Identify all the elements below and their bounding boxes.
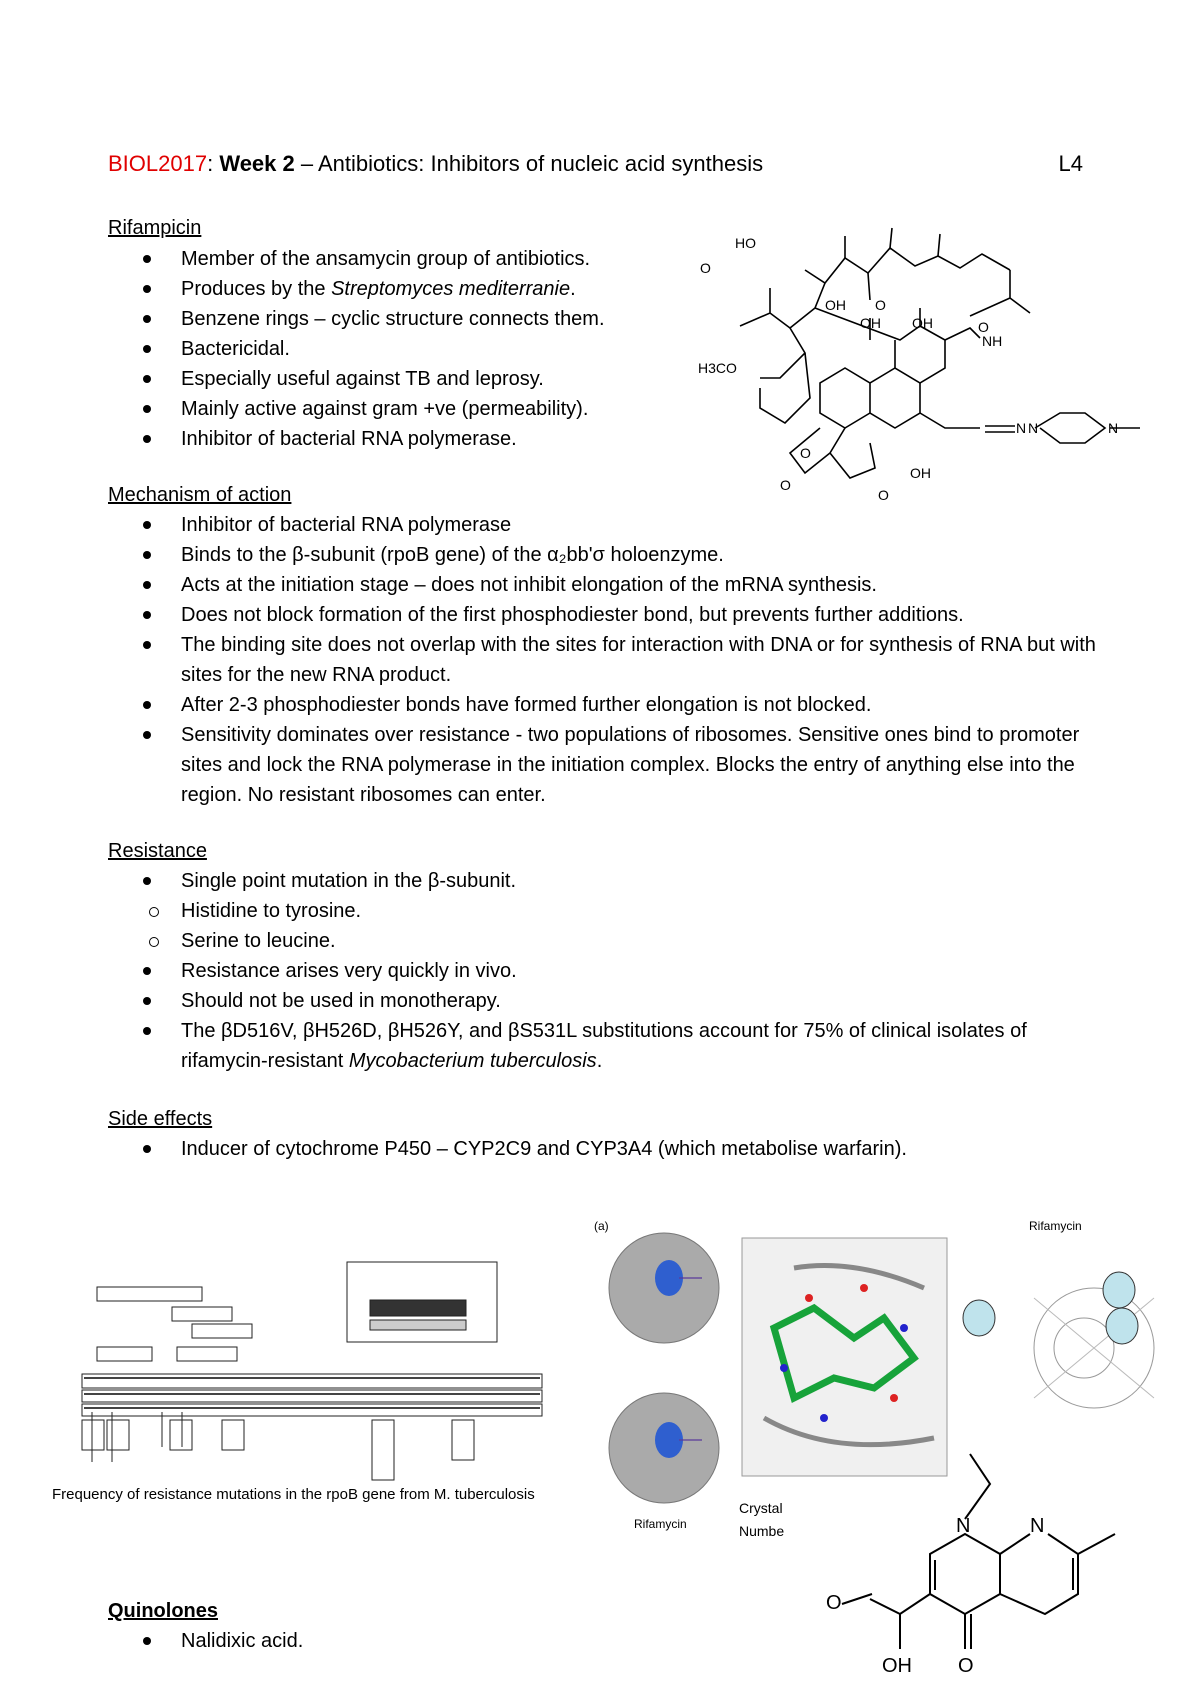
bullet-icon (143, 967, 151, 975)
atom-o-label: O (878, 487, 889, 503)
rifamycin-label: Rifamycin (634, 1517, 687, 1531)
bullet-icon (143, 731, 151, 739)
list-item: Inhibitor of bacterial RNA polymerase (181, 510, 1101, 540)
atom-oh-label: OH (825, 297, 846, 313)
sub-list-item: Histidine to tyrosine. (109, 896, 1101, 926)
resistance-sublist (109, 896, 1101, 956)
hollow-bullet-icon (149, 907, 159, 917)
list-item: Member of the ansamycin group of antibiotics. (181, 244, 701, 274)
list-item: Nalidixic acid. (181, 1626, 681, 1656)
rifampicin-list (181, 244, 701, 454)
atom-o-label: O (780, 477, 791, 493)
atom-oh-label: OH (912, 315, 933, 331)
bullet-icon (143, 1637, 151, 1645)
list-item: Resistance arises very quickly in vivo. (181, 956, 1101, 986)
bullet-icon (143, 315, 151, 323)
atom-n-label: N (1028, 420, 1039, 436)
atom-oh-label: OH (882, 1655, 912, 1677)
list-item: Benzene rings – cyclic structure connects them. (181, 304, 701, 334)
list-item: Does not block formation of the first phosphodiester bond, but prevents further additions. (181, 600, 1101, 630)
side-effects-heading: Side effects (108, 1108, 213, 1130)
quinolones-list (181, 1626, 681, 1656)
atom-o-label: O (978, 319, 989, 335)
bullet-icon (143, 641, 151, 649)
list-item: Sensitivity dominates over resistance - two populations of ribosomes. Sensitive ones bind to promoter sites and lock the RNA polymerase in the initiation complex. Blocks the entry of anything else into the region. No resistant ribosomes can enter. (181, 720, 1101, 810)
bullet-icon (143, 521, 151, 529)
atom-n-label: N (1016, 420, 1027, 436)
list-item: Binds to the β-subunit (rpoB gene) of the α₂bb'σ holoenzyme. (181, 540, 1101, 570)
atom-oh-label: OH (910, 465, 931, 481)
week-label: Week 2 (219, 151, 295, 176)
atom-n-label: N (1030, 1515, 1045, 1537)
list-item: Mainly active against gram +ve (permeability). (181, 394, 701, 424)
numbe-label: Numbe (739, 1523, 785, 1539)
atom-o-label: O (700, 260, 711, 276)
bullet-icon (143, 611, 151, 619)
crystal-label: Crystal (739, 1500, 783, 1516)
list-item: Single point mutation in the β-subunit. Histidine to tyrosine. Serine to leucine. (181, 866, 1101, 956)
bullet-icon (143, 435, 151, 443)
atom-o-label: O (800, 445, 811, 461)
bullet-icon (143, 1145, 151, 1153)
nalidixic-acid-structure-image (820, 1454, 1150, 1698)
list-item: Bactericidal. (181, 334, 701, 364)
header-title: – Antibiotics: Inhibitors of nucleic acid synthesis (294, 151, 764, 176)
rifamycin-diagram-title: Rifamycin (1029, 1219, 1082, 1233)
list-item: After 2-3 phosphodiester bonds have formed further elongation is not blocked. (181, 690, 1101, 720)
bullet-icon (143, 997, 151, 1005)
bullet-icon (143, 285, 151, 293)
list-item: Inducer of cytochrome P450 – CYP2C9 and CYP3A4 (which metabolise warfarin). (181, 1134, 1101, 1164)
list-item: Should not be used in monotherapy. (181, 986, 1101, 1016)
page-header (108, 150, 1083, 178)
panel-label: (a) (594, 1219, 609, 1233)
bullet-icon (143, 405, 151, 413)
course-code: BIOL2017 (108, 151, 208, 176)
list-item: The binding site does not overlap with the sites for interaction with DNA or for synthesis of RNA but with sites for the new RNA product. (181, 630, 1101, 690)
bullet-icon (143, 1027, 151, 1035)
bullet-icon (143, 345, 151, 353)
bullet-icon (143, 255, 151, 263)
atom-oh-label: OH (860, 315, 881, 331)
list-item: Inhibitor of bacterial RNA polymerase. (181, 424, 701, 454)
mutation-figure-caption: Frequency of resistance mutations in the rpoB gene from M. tuberculosis (52, 1486, 535, 1503)
header-colon: : (207, 151, 214, 176)
rifampicin-heading: Rifampicin (108, 217, 202, 239)
mechanism-list (181, 510, 1101, 810)
sub-list-item: Serine to leucine. (109, 926, 1101, 956)
list-item: Especially useful against TB and leprosy. (181, 364, 701, 394)
atom-nh-label: NH (982, 333, 1003, 349)
atom-o-label: O (826, 1592, 842, 1614)
lecture-number: L4 (1058, 151, 1083, 176)
rpob-mutation-figure (52, 1262, 542, 1482)
quinolones-heading: Quinolones (108, 1600, 218, 1622)
bullet-icon (143, 701, 151, 709)
atom-o-label: O (958, 1655, 974, 1677)
bullet-icon (143, 581, 151, 589)
rifampicin-structure-image (698, 228, 1160, 518)
mechanism-heading: Mechanism of action (108, 484, 292, 506)
side-effects-list (181, 1134, 1101, 1164)
resistance-heading: Resistance (108, 840, 207, 862)
list-item: Produces by the Streptomyces mediterranie. (181, 274, 701, 304)
atom-h3co-label: H3CO (698, 360, 737, 376)
list-item: Acts at the initiation stage – does not inhibit elongation of the mRNA synthesis. (181, 570, 1101, 600)
bullet-icon (143, 877, 151, 885)
bullet-icon (143, 551, 151, 559)
atom-ho-label: HO (735, 235, 756, 251)
hollow-bullet-icon (149, 937, 159, 947)
list-item: The βD516V, βH526D, βH526Y, and βS531L substitutions account for 75% of clinical isolates of rifamycin-resistant Mycobacterium tuberculosis. (181, 1016, 1101, 1076)
atom-n-label: N (1108, 420, 1119, 436)
atom-o-label: O (875, 297, 886, 313)
resistance-list (181, 866, 1101, 1076)
atom-n-label: N (956, 1515, 971, 1537)
bullet-icon (143, 375, 151, 383)
